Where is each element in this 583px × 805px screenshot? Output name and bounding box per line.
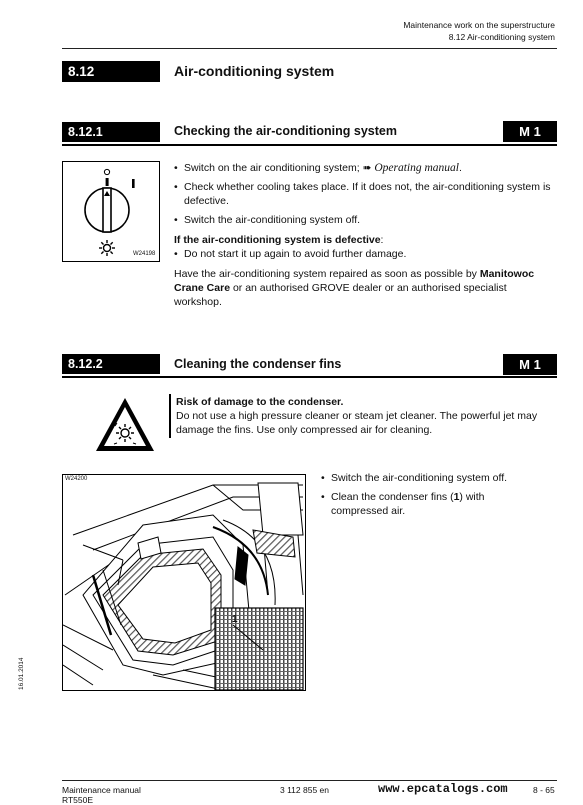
section-number-8121: 8.12.1	[62, 122, 160, 142]
defect-steps-list	[174, 247, 557, 261]
condenser-figure	[62, 474, 306, 691]
warning-body: Do not use a high pressure cleaner or steam jet cleaner. The powerful jet may damage the fins. Use only compressed air for cleaning.	[176, 410, 538, 436]
maintenance-level-badge: M 1	[503, 354, 557, 375]
check-steps-list	[174, 161, 557, 227]
defect-heading: If the air-conditioning system is defective:	[174, 234, 384, 246]
warning-figure	[93, 395, 157, 455]
footer-rule	[62, 780, 557, 781]
section-8121-body	[174, 161, 557, 309]
header-rule	[62, 48, 557, 49]
callout-number: 1	[232, 614, 238, 625]
section-8122-body	[321, 471, 541, 523]
list-item: • Clean the condenser fins (1) with compressed air.	[321, 490, 541, 518]
footer-model: RT550E	[62, 795, 94, 805]
repair-paragraph: Have the air-conditioning system repaired as soon as possible by Manitowoc Crane Care or an authorised GROVE dealer or an authorised specialist workshop.	[174, 268, 535, 308]
footer-manual: Maintenance manual	[62, 785, 141, 795]
section-number-8122: 8.12.2	[62, 354, 160, 374]
page-number: 8 - 65	[533, 785, 555, 795]
section-title-8121: Checking the air-conditioning system	[174, 124, 397, 138]
crane-cab-illustration	[63, 475, 305, 690]
section-title-8122: Cleaning the condenser fins	[174, 357, 342, 371]
list-item: • Check whether cooling takes place. If it does not, the air-conditioning system is defective.	[174, 180, 557, 208]
warning-bar	[169, 394, 171, 438]
list-item: • Switch the air-conditioning system off.	[174, 213, 557, 227]
issue-date: 16.01.2014	[18, 657, 25, 690]
watermark-link[interactable]: www.epcatalogs.com	[378, 782, 508, 796]
list-item: • Switch on the air conditioning system; ➠ Operating manual.	[174, 161, 557, 175]
section-rule	[62, 376, 557, 378]
section-number-main: 8.12	[62, 61, 160, 82]
footer-docnum: 3 112 855 en	[280, 785, 329, 795]
warning-title: Risk of damage to the condenser.	[176, 396, 344, 408]
arrow-ref-icon: ➠	[362, 162, 372, 174]
operating-manual-ref[interactable]: Operating manual	[374, 162, 459, 174]
running-header-chapter: Maintenance work on the superstructure	[403, 20, 555, 30]
warning-triangle-icon	[93, 395, 157, 455]
ac-rotary-switch-icon	[63, 162, 159, 261]
maintenance-level-badge: M 1	[503, 121, 557, 142]
figure-code-w24198: W24198	[133, 251, 156, 257]
list-item: • Switch the air-conditioning system off.	[321, 471, 541, 485]
ac-switch-figure	[62, 161, 160, 262]
manitowoc-brand: Manitowoc Crane Care	[174, 268, 535, 294]
list-item: • Do not start it up again to avoid further damage.	[174, 247, 557, 261]
warning-text	[176, 395, 560, 437]
figure-code-w24200: W24200	[65, 476, 88, 482]
running-header-section: 8.12 Air-conditioning system	[448, 32, 555, 42]
section-title-main: Air-conditioning system	[174, 63, 335, 79]
cleaning-steps-list	[321, 471, 541, 518]
section-rule	[62, 144, 557, 146]
